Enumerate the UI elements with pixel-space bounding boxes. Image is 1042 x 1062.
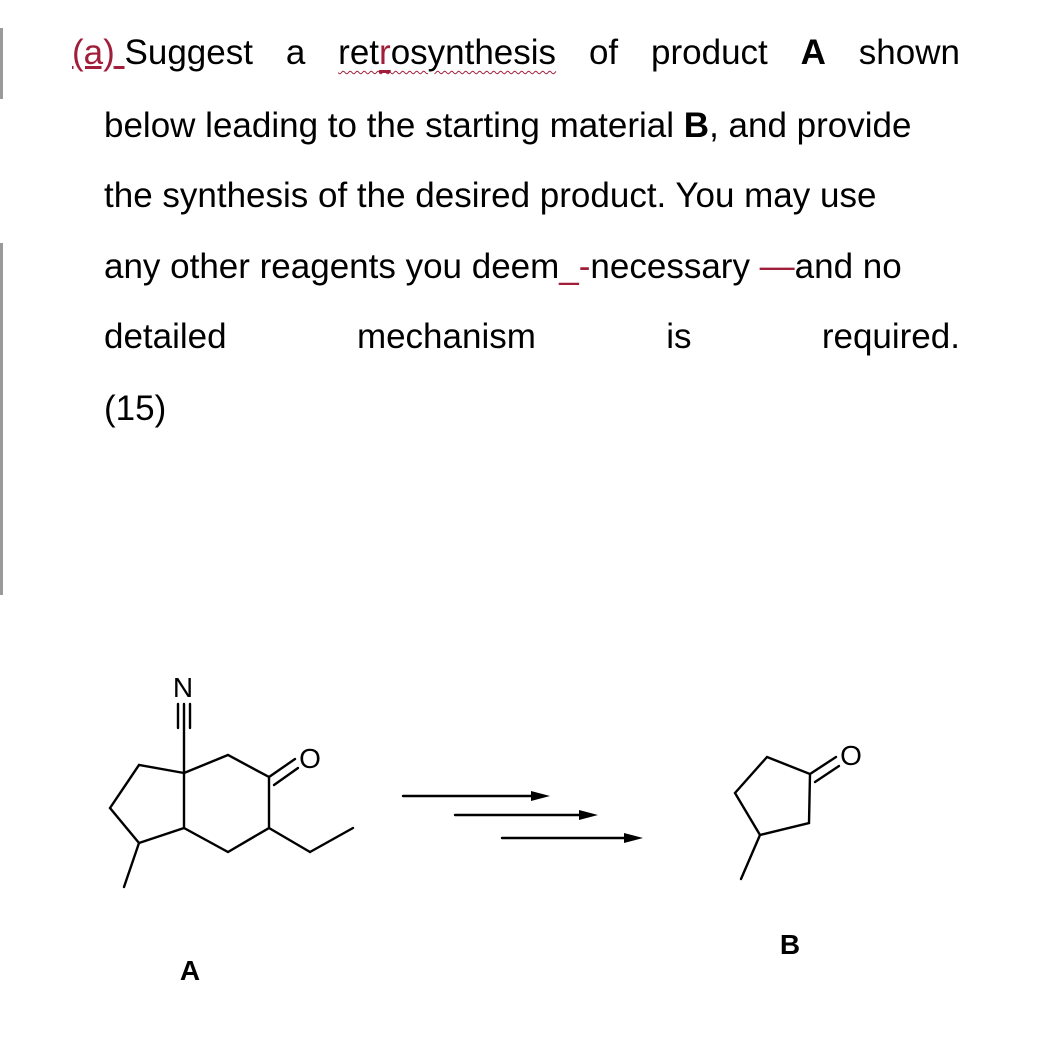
compound-ref-b: B (683, 106, 710, 145)
retrosynthesis-scheme (0, 620, 1042, 1040)
compound-b-five-ring (735, 757, 810, 835)
question-line-1 (72, 33, 960, 73)
question-line-2 (104, 106, 911, 146)
part-label: (a) (72, 33, 115, 72)
word: product (651, 33, 768, 72)
arrow-3 (502, 833, 643, 843)
tracked-space (115, 33, 125, 72)
marks-label: (15) (104, 389, 167, 428)
tracked-deletion: — (759, 247, 795, 286)
change-bar-top (0, 28, 3, 99)
word: detailed (104, 317, 227, 356)
compound-a-ethyl-bond-1 (269, 828, 310, 852)
word-part: ret (338, 33, 380, 72)
arrow-1-head (531, 791, 550, 801)
word: required. (821, 317, 960, 356)
word: shown (858, 33, 960, 72)
compound-a-structure (110, 672, 353, 986)
question-line-4 (104, 247, 902, 287)
text-run: below leading to the starting material (104, 106, 684, 145)
compound-ref-a: A (800, 33, 826, 72)
compound-b-methyl-bond (741, 835, 760, 879)
spellcheck-word-retrosynthesis[interactable] (338, 33, 556, 73)
compound-a-five-ring (110, 765, 184, 843)
arrow-2 (455, 810, 598, 820)
word: a (285, 33, 306, 72)
word-group (72, 33, 253, 73)
compound-b-label: B (779, 929, 801, 960)
compound-a-oxygen: O (299, 743, 321, 774)
arrow-1 (403, 791, 550, 801)
compound-a-methyl-bond (124, 843, 139, 887)
question-line-5 (104, 317, 960, 357)
compound-a-label: A (179, 955, 201, 986)
compound-a-ethyl-bond-2 (310, 828, 353, 852)
word: mechanism (356, 317, 536, 356)
text-run: any other reagents you deem (104, 247, 560, 286)
word: is (666, 317, 692, 356)
compound-b-oxygen: O (840, 740, 862, 771)
compound-a-six-ring (184, 755, 269, 852)
change-bar-middle (0, 243, 3, 595)
text-run: and no (794, 247, 902, 286)
tracked-insertion: _ (559, 247, 579, 286)
compound-a-nitrogen: N (172, 672, 194, 703)
multistep-arrows (403, 791, 643, 843)
tracked-insertion: r (379, 33, 391, 72)
word: of (588, 33, 619, 72)
text-run: necessary (590, 247, 760, 286)
compound-b-structure (735, 740, 862, 960)
word-part: osynthesis (390, 33, 557, 72)
tracked-deletion: - (578, 247, 591, 286)
word: Suggest (124, 33, 253, 72)
arrow-3-head (624, 833, 643, 843)
arrow-2-head (579, 810, 598, 820)
question-line-3: the synthesis of the desired product. You may use (104, 176, 877, 215)
text-run: , and provide (709, 106, 912, 145)
